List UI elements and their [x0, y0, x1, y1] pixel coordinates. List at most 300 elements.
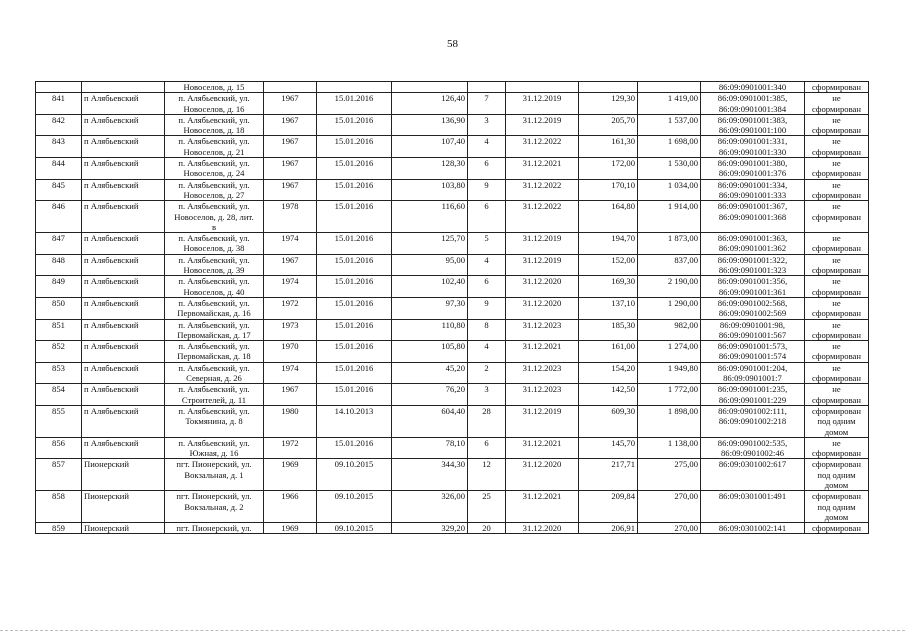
land-status-line: не	[832, 179, 841, 190]
table-row	[36, 276, 869, 298]
residents-count-cell: 8	[468, 319, 506, 341]
build-year-cell: 1970	[264, 341, 317, 363]
table-row	[36, 384, 869, 406]
area-cell: 344,30	[392, 459, 468, 491]
table-row	[36, 437, 869, 459]
address-line: Первомайская, д. 17	[177, 329, 251, 340]
emergency-date-cell	[317, 82, 392, 93]
cadastral-line: 86:09:0901001:383,	[717, 114, 788, 125]
land-status-line: не	[832, 297, 841, 308]
residents-count-cell: 3	[468, 384, 506, 406]
emergency-date-cell: 09.10.2015	[317, 459, 392, 491]
area-cell: 604,40	[392, 405, 468, 437]
land-status-cell	[805, 362, 869, 384]
cost-cell: 217,71	[579, 459, 638, 491]
cost-cell: 205,70	[579, 114, 638, 136]
residents-count-cell: 6	[468, 276, 506, 298]
cost-cell: 161,30	[579, 136, 638, 158]
address-line: Новоселов, д. 27	[183, 189, 245, 200]
address-line: Первомайская, д. 18	[177, 351, 251, 362]
cost-cell: 185,30	[579, 319, 638, 341]
cadastral-cell	[701, 362, 805, 384]
address-line: Новоселов, д. 24	[183, 168, 245, 179]
address-line: Вокзальная, д. 1	[184, 469, 244, 480]
planned-date-cell: 31.12.2019	[506, 233, 579, 255]
cadastral-line: 86:09:0901002:568,	[717, 297, 788, 308]
cadastral-cell	[701, 405, 805, 437]
residents-count-cell: 5	[468, 233, 506, 255]
sum-cell: 1 898,00	[638, 405, 701, 437]
address-line: пгт. Пионерский, ул.	[176, 459, 252, 470]
land-status-line: не	[832, 233, 841, 244]
cost-cell: 137,10	[579, 297, 638, 319]
land-status-cell	[805, 201, 869, 233]
land-status-line: не	[832, 136, 841, 147]
page-number: 58	[447, 38, 458, 50]
planned-date-cell: 31.12.2022	[506, 179, 579, 201]
land-status-line: сформирован	[812, 491, 861, 502]
area-cell: 136,90	[392, 114, 468, 136]
table-row	[36, 114, 869, 136]
municipality-cell: п Алябьевский	[82, 319, 165, 341]
land-status-line: под одним	[817, 416, 856, 427]
cost-cell: 145,70	[579, 437, 638, 459]
cost-cell: 152,00	[579, 254, 638, 276]
sum-cell	[638, 82, 701, 93]
sum-cell: 270,00	[638, 491, 701, 523]
land-status-cell	[805, 82, 869, 93]
residents-count-cell: 9	[468, 179, 506, 201]
cadastral-line: 86:09:0901001:322,	[717, 254, 788, 265]
address-cell	[165, 523, 264, 534]
cadastral-line: 86:09:0901001:98,	[719, 319, 786, 330]
planned-date-cell: 31.12.2022	[506, 201, 579, 233]
cadastral-line: 86:09:0301001:491	[718, 491, 787, 502]
land-status-line: не	[832, 158, 841, 169]
land-status-line: сформирован	[812, 394, 861, 405]
planned-date-cell: 31.12.2023	[506, 319, 579, 341]
cadastral-line: 86:09:0901001:573,	[717, 341, 788, 352]
municipality-cell: п Алябьевский	[82, 254, 165, 276]
sum-cell: 270,00	[638, 523, 701, 534]
row-number-cell: 844	[36, 158, 82, 180]
sum-cell: 1 772,00	[638, 384, 701, 406]
row-number-cell: 849	[36, 276, 82, 298]
cadastral-line: 86:09:0901001:323	[718, 265, 787, 276]
land-status-line: не	[832, 93, 841, 104]
municipality-cell: п Алябьевский	[82, 201, 165, 233]
address-cell	[165, 384, 264, 406]
land-status-line: сформирован	[812, 448, 861, 459]
land-status-cell	[805, 384, 869, 406]
land-status-line: не	[832, 319, 841, 330]
row-number-cell: 859	[36, 523, 82, 534]
land-status-line: сформирован	[812, 523, 861, 534]
municipality-cell: п Алябьевский	[82, 405, 165, 437]
planned-date-cell: 31.12.2019	[506, 93, 579, 115]
land-status-cell	[805, 114, 869, 136]
row-number-cell: 857	[36, 459, 82, 491]
planned-date-cell: 31.12.2023	[506, 362, 579, 384]
sum-cell: 837,00	[638, 254, 701, 276]
land-status-line: домом	[824, 426, 849, 437]
build-year-cell: 1974	[264, 362, 317, 384]
land-status-cell	[805, 158, 869, 180]
table-row	[36, 341, 869, 363]
cost-cell: 164,80	[579, 201, 638, 233]
table-row	[36, 362, 869, 384]
address-line: п. Алябьевский, ул.	[178, 93, 250, 104]
municipality-cell: п Алябьевский	[82, 297, 165, 319]
planned-date-cell: 31.12.2022	[506, 136, 579, 158]
address-cell	[165, 114, 264, 136]
address-line: Новоселов, д. 38	[183, 243, 245, 254]
cadastral-cell	[701, 201, 805, 233]
residents-count-cell: 4	[468, 341, 506, 363]
land-status-line: сформирован	[812, 265, 861, 276]
cadastral-cell	[701, 276, 805, 298]
cadastral-line: 86:09:0901001:7	[723, 373, 782, 384]
land-status-line: сформирован	[812, 146, 861, 157]
address-line: Новоселов, д. 18	[183, 125, 245, 136]
cost-cell: 206,91	[579, 523, 638, 534]
municipality-cell	[82, 82, 165, 93]
address-cell	[165, 276, 264, 298]
cadastral-line: 86:09:0901002:111,	[718, 405, 787, 416]
build-year-cell: 1980	[264, 405, 317, 437]
cost-cell: 194,70	[579, 233, 638, 255]
table-row	[36, 523, 869, 534]
cadastral-cell	[701, 491, 805, 523]
municipality-cell: п Алябьевский	[82, 114, 165, 136]
land-status-cell	[805, 491, 869, 523]
address-line: Новоселов, д. 21	[183, 146, 245, 157]
residents-count-cell: 6	[468, 201, 506, 233]
table-row	[36, 179, 869, 201]
residents-count-cell: 6	[468, 158, 506, 180]
sum-cell: 1 949,80	[638, 362, 701, 384]
cost-cell: 172,00	[579, 158, 638, 180]
address-cell	[165, 254, 264, 276]
area-cell: 105,80	[392, 341, 468, 363]
municipality-cell: п Алябьевский	[82, 136, 165, 158]
emergency-date-cell: 09.10.2015	[317, 491, 392, 523]
residents-count-cell: 9	[468, 297, 506, 319]
cadastral-cell	[701, 437, 805, 459]
land-status-cell	[805, 254, 869, 276]
address-line: Новоселов, д. 15	[183, 82, 245, 92]
residents-count-cell: 20	[468, 523, 506, 534]
cadastral-line: 86:09:0901001:384	[718, 103, 787, 114]
cadastral-line: 86:09:0901001:574	[718, 351, 787, 362]
emergency-date-cell: 15.01.2016	[317, 114, 392, 136]
build-year-cell: 1967	[264, 114, 317, 136]
land-status-line: сформирован	[812, 125, 861, 136]
cost-cell: 169,30	[579, 276, 638, 298]
table-body	[36, 82, 869, 534]
land-status-cell	[805, 136, 869, 158]
address-line: Новоселов, д. 28, лит.	[174, 211, 254, 222]
emergency-date-cell: 09.10.2015	[317, 523, 392, 534]
address-line: Токмянина, д. 8	[185, 416, 243, 427]
emergency-date-cell: 15.01.2016	[317, 158, 392, 180]
address-cell	[165, 341, 264, 363]
cadastral-line: 86:09:0901001:334,	[717, 179, 788, 190]
area-cell: 110,80	[392, 319, 468, 341]
land-status-line: не	[832, 437, 841, 448]
cadastral-line: 86:09:0301002:141	[718, 523, 787, 534]
cadastral-line: 86:09:0901001:363,	[717, 233, 788, 244]
area-cell: 45,20	[392, 362, 468, 384]
address-line: п. Алябьевский, ул.	[178, 136, 250, 147]
land-status-cell	[805, 93, 869, 115]
cost-cell: 142,50	[579, 384, 638, 406]
cadastral-line: 86:09:0901001:340	[718, 82, 787, 92]
cadastral-cell	[701, 254, 805, 276]
planned-date-cell: 31.12.2019	[506, 114, 579, 136]
sum-cell: 1 530,00	[638, 158, 701, 180]
row-number-cell: 853	[36, 362, 82, 384]
row-number-cell: 855	[36, 405, 82, 437]
table-row	[36, 136, 869, 158]
cadastral-line: 86:09:0901001:380,	[717, 158, 788, 169]
cost-cell: 609,30	[579, 405, 638, 437]
row-number-cell: 846	[36, 201, 82, 233]
land-status-line: под одним	[817, 501, 856, 512]
address-line: в	[211, 221, 217, 232]
cadastral-line: 86:09:0901001:362	[718, 243, 787, 254]
address-cell	[165, 136, 264, 158]
emergency-date-cell: 15.01.2016	[317, 297, 392, 319]
emergency-date-cell: 15.01.2016	[317, 362, 392, 384]
address-line: п. Алябьевский, ул.	[178, 179, 250, 190]
table-row	[36, 93, 869, 115]
residents-count-cell: 7	[468, 93, 506, 115]
land-status-line: сформирован	[812, 405, 861, 416]
area-cell: 128,30	[392, 158, 468, 180]
land-status-cell	[805, 523, 869, 534]
address-cell	[165, 297, 264, 319]
cadastral-line: 86:09:0901001:385,	[717, 93, 788, 104]
cadastral-cell	[701, 158, 805, 180]
land-status-line: сформирован	[812, 373, 861, 384]
cadastral-cell	[701, 459, 805, 491]
build-year-cell: 1967	[264, 384, 317, 406]
address-cell	[165, 319, 264, 341]
cadastral-line: 86:09:0901001:567	[718, 329, 787, 340]
emergency-date-cell: 15.01.2016	[317, 136, 392, 158]
row-number-cell: 852	[36, 341, 82, 363]
land-status-line: под одним	[817, 469, 856, 480]
table-row	[36, 297, 869, 319]
row-number-cell: 856	[36, 437, 82, 459]
row-number-cell: 854	[36, 384, 82, 406]
planned-date-cell: 31.12.2021	[506, 158, 579, 180]
emergency-date-cell: 15.01.2016	[317, 201, 392, 233]
land-status-line: не	[832, 384, 841, 395]
address-line: п. Алябьевский, ул.	[178, 297, 250, 308]
planned-date-cell	[506, 82, 579, 93]
row-number-cell: 842	[36, 114, 82, 136]
planned-date-cell: 31.12.2020	[506, 459, 579, 491]
planned-date-cell: 31.12.2019	[506, 405, 579, 437]
row-number-cell: 841	[36, 93, 82, 115]
cadastral-line: 86:09:0901002:535,	[717, 437, 788, 448]
area-cell: 97,30	[392, 297, 468, 319]
build-year-cell: 1974	[264, 233, 317, 255]
address-line: Северная, д. 26	[186, 373, 242, 384]
build-year-cell: 1966	[264, 491, 317, 523]
address-cell	[165, 93, 264, 115]
cadastral-cell	[701, 93, 805, 115]
row-number-cell: 847	[36, 233, 82, 255]
address-line: п. Алябьевский, ул.	[178, 319, 250, 330]
residents-count-cell: 6	[468, 437, 506, 459]
cost-cell: 170,10	[579, 179, 638, 201]
table-row	[36, 82, 869, 93]
sum-cell: 982,00	[638, 319, 701, 341]
build-year-cell: 1973	[264, 319, 317, 341]
cadastral-cell	[701, 384, 805, 406]
emergency-date-cell: 15.01.2016	[317, 319, 392, 341]
cadastral-cell	[701, 82, 805, 93]
table-row	[36, 201, 869, 233]
municipality-cell: п Алябьевский	[82, 233, 165, 255]
area-cell: 125,70	[392, 233, 468, 255]
cadastral-line: 86:09:0901001:361	[718, 286, 787, 297]
address-cell	[165, 459, 264, 491]
land-status-cell	[805, 405, 869, 437]
cadastral-line: 86:09:0901002:569	[718, 308, 787, 319]
sum-cell: 1 290,00	[638, 297, 701, 319]
municipality-cell: Пионерский	[82, 523, 165, 534]
table-row	[36, 254, 869, 276]
area-cell: 326,00	[392, 491, 468, 523]
address-line: Новоселов, д. 39	[183, 265, 245, 276]
emergency-date-cell: 15.01.2016	[317, 254, 392, 276]
build-year-cell: 1967	[264, 93, 317, 115]
sum-cell: 1 698,00	[638, 136, 701, 158]
municipality-cell: п Алябьевский	[82, 158, 165, 180]
row-number-cell: 858	[36, 491, 82, 523]
table-row	[36, 319, 869, 341]
sum-cell: 1 138,00	[638, 437, 701, 459]
land-status-line: сформирован	[812, 308, 861, 319]
cadastral-line: 86:09:0901002:46	[720, 448, 785, 459]
cadastral-line: 86:09:0901001:356,	[717, 276, 788, 287]
residents-count-cell: 2	[468, 362, 506, 384]
address-line: Строителей, д. 11	[181, 394, 247, 405]
planned-date-cell: 31.12.2023	[506, 384, 579, 406]
land-status-line: сформирован	[812, 329, 861, 340]
build-year-cell: 1969	[264, 459, 317, 491]
address-cell	[165, 405, 264, 437]
build-year-cell: 1972	[264, 437, 317, 459]
emergency-date-cell: 15.01.2016	[317, 233, 392, 255]
address-line: п. Алябьевский, ул.	[178, 114, 250, 125]
address-line: пгт. Пионерский, ул.	[176, 491, 252, 502]
emergency-date-cell: 15.01.2016	[317, 179, 392, 201]
land-status-cell	[805, 437, 869, 459]
row-number-cell	[36, 82, 82, 93]
address-cell	[165, 82, 264, 93]
planned-date-cell: 31.12.2021	[506, 491, 579, 523]
address-cell	[165, 233, 264, 255]
cadastral-line: 86:09:0901001:330	[718, 146, 787, 157]
land-status-line: сформирован	[812, 286, 861, 297]
land-status-cell	[805, 459, 869, 491]
address-line: п. Алябьевский, ул.	[178, 158, 250, 169]
municipality-cell: п Алябьевский	[82, 437, 165, 459]
row-number-cell: 848	[36, 254, 82, 276]
cost-cell	[579, 82, 638, 93]
row-number-cell: 850	[36, 297, 82, 319]
emergency-date-cell: 15.01.2016	[317, 341, 392, 363]
cost-cell: 209,84	[579, 491, 638, 523]
sum-cell: 1 873,00	[638, 233, 701, 255]
address-line: п. Алябьевский, ул.	[178, 437, 250, 448]
land-status-cell	[805, 233, 869, 255]
area-cell: 103,80	[392, 179, 468, 201]
land-status-line: сформирован	[812, 82, 861, 92]
emergency-date-cell: 15.01.2016	[317, 93, 392, 115]
area-cell: 95,00	[392, 254, 468, 276]
address-line: п. Алябьевский, ул.	[178, 201, 250, 212]
address-line: Южная, д. 16	[189, 448, 239, 459]
cadastral-line: 86:09:0901001:368	[718, 211, 787, 222]
land-status-cell	[805, 276, 869, 298]
build-year-cell: 1967	[264, 158, 317, 180]
emergency-date-cell: 15.01.2016	[317, 276, 392, 298]
cadastral-cell	[701, 179, 805, 201]
residents-count-cell: 3	[468, 114, 506, 136]
sum-cell: 275,00	[638, 459, 701, 491]
cost-cell: 154,20	[579, 362, 638, 384]
cadastral-line: 86:09:0901001:235,	[717, 384, 788, 395]
address-line: Новоселов, д. 16	[183, 103, 245, 114]
address-line: пгт. Пионерский, ул.	[176, 523, 252, 534]
build-year-cell: 1972	[264, 297, 317, 319]
land-status-line: не	[832, 254, 841, 265]
address-cell	[165, 362, 264, 384]
address-cell	[165, 491, 264, 523]
area-cell: 107,40	[392, 136, 468, 158]
cadastral-line: 86:09:0901002:218	[718, 416, 787, 427]
land-status-line: не	[832, 114, 841, 125]
cadastral-cell	[701, 297, 805, 319]
cadastral-cell	[701, 319, 805, 341]
address-line: п. Алябьевский, ул.	[178, 362, 250, 373]
cadastral-line: 86:09:0901001:333	[718, 189, 787, 200]
build-year-cell: 1969	[264, 523, 317, 534]
cadastral-line: 86:09:0901001:331,	[717, 136, 788, 147]
address-line: п. Алябьевский, ул.	[178, 341, 250, 352]
land-status-line: не	[832, 362, 841, 373]
sum-cell: 1 537,00	[638, 114, 701, 136]
address-cell	[165, 158, 264, 180]
land-status-line: не	[832, 201, 841, 212]
sum-cell: 1 914,00	[638, 201, 701, 233]
land-status-cell	[805, 179, 869, 201]
sum-cell: 1 274,00	[638, 341, 701, 363]
residents-count-cell: 4	[468, 136, 506, 158]
cadastral-line: 86:09:0301002:617	[718, 459, 787, 470]
address-line: п. Алябьевский, ул.	[178, 276, 250, 287]
address-line: Новоселов, д. 40	[183, 286, 245, 297]
table-row	[36, 158, 869, 180]
cadastral-line: 86:09:0901001:100	[718, 125, 787, 136]
planned-date-cell: 31.12.2020	[506, 523, 579, 534]
